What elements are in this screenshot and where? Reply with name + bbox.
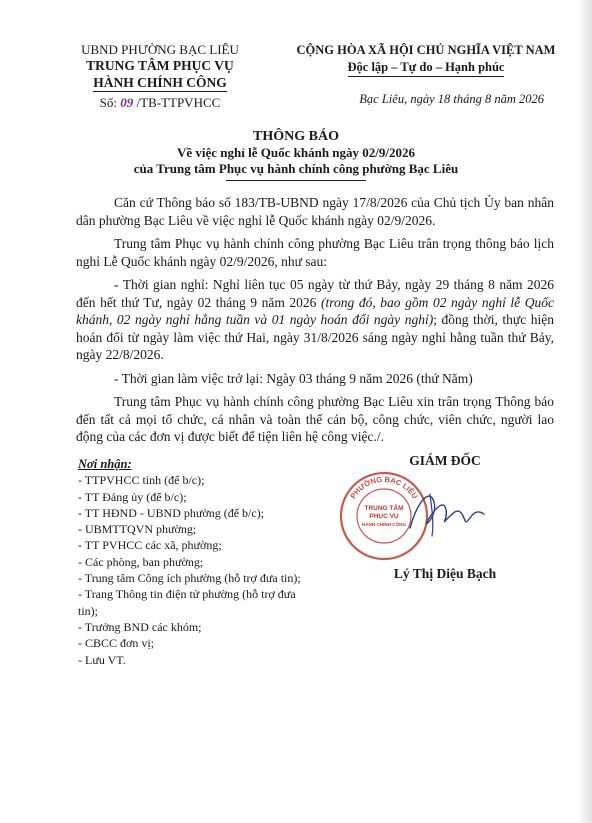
- list-item: - Trung tâm Công ích phường (hỗ trợ đưa tin);: [78, 571, 301, 586]
- number-prefix: Số:: [99, 95, 118, 110]
- recipients-heading: Nơi nhận:: [78, 457, 132, 471]
- doc-subject: Về việc nghỉ lễ Quốc khánh ngày 02/9/2026: [177, 145, 415, 160]
- page-edge-shadow: [578, 0, 592, 823]
- holiday-period-swap: ; đồng thời, thực hiện hoán đổi từ ngày làm việc thứ Hai, ngày 31/8/2026 sáng ngày nghỉ hằng tuần thứ Bảy, ngày 22/8/2026.: [76, 312, 554, 362]
- doc-issuer: của Trung tâm Phục vụ hành chính công phường Bạc Liêu: [133, 161, 459, 176]
- list-item: - TT HĐND - UBND phường (để b/c);: [78, 505, 265, 520]
- header-left: [60, 42, 260, 111]
- dept-name-line1: TRUNG TÂM PHỤC VỤ: [86, 58, 234, 73]
- header-right: [290, 42, 562, 77]
- stamp-outer-text: PHƯỜNG BẠC LIÊU: [348, 474, 420, 501]
- title-rule: [226, 180, 366, 181]
- list-item: - Lưu VT.: [78, 652, 126, 667]
- recipients-list: [78, 472, 328, 668]
- motto: Độc lập – Tự do – Hạnh phúc: [348, 59, 505, 77]
- issue-date: Bạc Liêu, ngày 18 tháng 8 năm 2026: [359, 92, 544, 106]
- list-item: - CBCC đơn vị;: [78, 636, 155, 651]
- handwritten-signature-icon: [400, 480, 490, 540]
- list-item: - Trang Thông tin điện tử phường (hỗ trợ đưa tin);: [78, 587, 296, 618]
- list-item: - TT PVHCC các xã, phường;: [78, 538, 222, 553]
- org-name: UBND PHƯỜNG BẠC LIÊU: [81, 42, 239, 57]
- stamp-inner-line1: TRUNG TÂM: [364, 505, 404, 512]
- dept-name-line2: HÀNH CHÍNH CÔNG: [93, 75, 227, 90]
- list-item: - UBMTTQVN phường;: [78, 522, 197, 537]
- list-item: - Các phòng, ban phường;: [78, 554, 204, 569]
- paragraph-closing: Trung tâm Phục vụ hành chính công phường Bạc Liêu xin trân trọng Thông báo đến tất cả mọi tổ chức, cá nhân và toàn thể cán bộ, công chức, viên chức, người lao động của các đơn vị được biết để tiện liên hệ công việc./.: [76, 394, 554, 444]
- signer-name: Lý Thị Diệu Bạch: [393, 566, 497, 581]
- paragraph-return: - Thời gian làm việc trở lại: Ngày 03 tháng 9 năm 2026 (thứ Năm): [114, 370, 473, 386]
- signer-role: GIÁM ĐỐC: [409, 453, 481, 468]
- stamp-inner-line3: HÀNH CHÍNH CÔNG: [361, 522, 407, 527]
- number-suffix: /TB-TTPVHCC: [136, 95, 221, 110]
- paragraph-holiday-period: [76, 276, 554, 364]
- body-text: [76, 194, 554, 452]
- recipients-block: [78, 456, 328, 668]
- list-item: - Trưởng BND các khóm;: [78, 619, 202, 634]
- holiday-period-note: (trong đó, bao gồm 02 ngày nghỉ lễ Quốc khánh, 02 ngày nghỉ hằng tuần và 01 ngày hoán đổi ngày nghỉ): [76, 294, 554, 327]
- list-item: - TT Đảng ủy (để b/c);: [78, 489, 187, 504]
- nation-name: CỘNG HÒA XÃ HỘI CHỦ NGHĨA VIỆT NAM: [296, 43, 556, 57]
- document-number: [60, 95, 260, 111]
- holiday-period-text: - Thời gian nghỉ: Nghỉ liên tục 05 ngày từ thứ Bảy, ngày 29 tháng 8 năm 2026 đến hết thứ Tư, ngày 02 tháng 9 năm 2026: [76, 277, 554, 310]
- document-title: [0, 128, 592, 181]
- stamp-inner-line2: PHỤC VỤ: [369, 513, 399, 520]
- paragraph-basis: Căn cứ Thông báo số 183/TB-UBND ngày 17/8/2026 của Chủ tịch Ủy ban nhân dân phường Bạc Liêu về việc nghỉ lễ Quốc khánh ngày 02/9/2026.: [76, 195, 554, 228]
- paragraph-intro: Trung tâm Phục vụ hành chính công phường Bạc Liêu trân trọng thông báo lịch nghỉ Lễ Quốc khánh ngày 02/9/2026, như sau:: [76, 236, 554, 269]
- doc-type: THÔNG BÁO: [253, 129, 339, 144]
- list-item: - TTPVHCC tỉnh (để b/c);: [78, 473, 205, 488]
- number-value: 09: [120, 95, 134, 110]
